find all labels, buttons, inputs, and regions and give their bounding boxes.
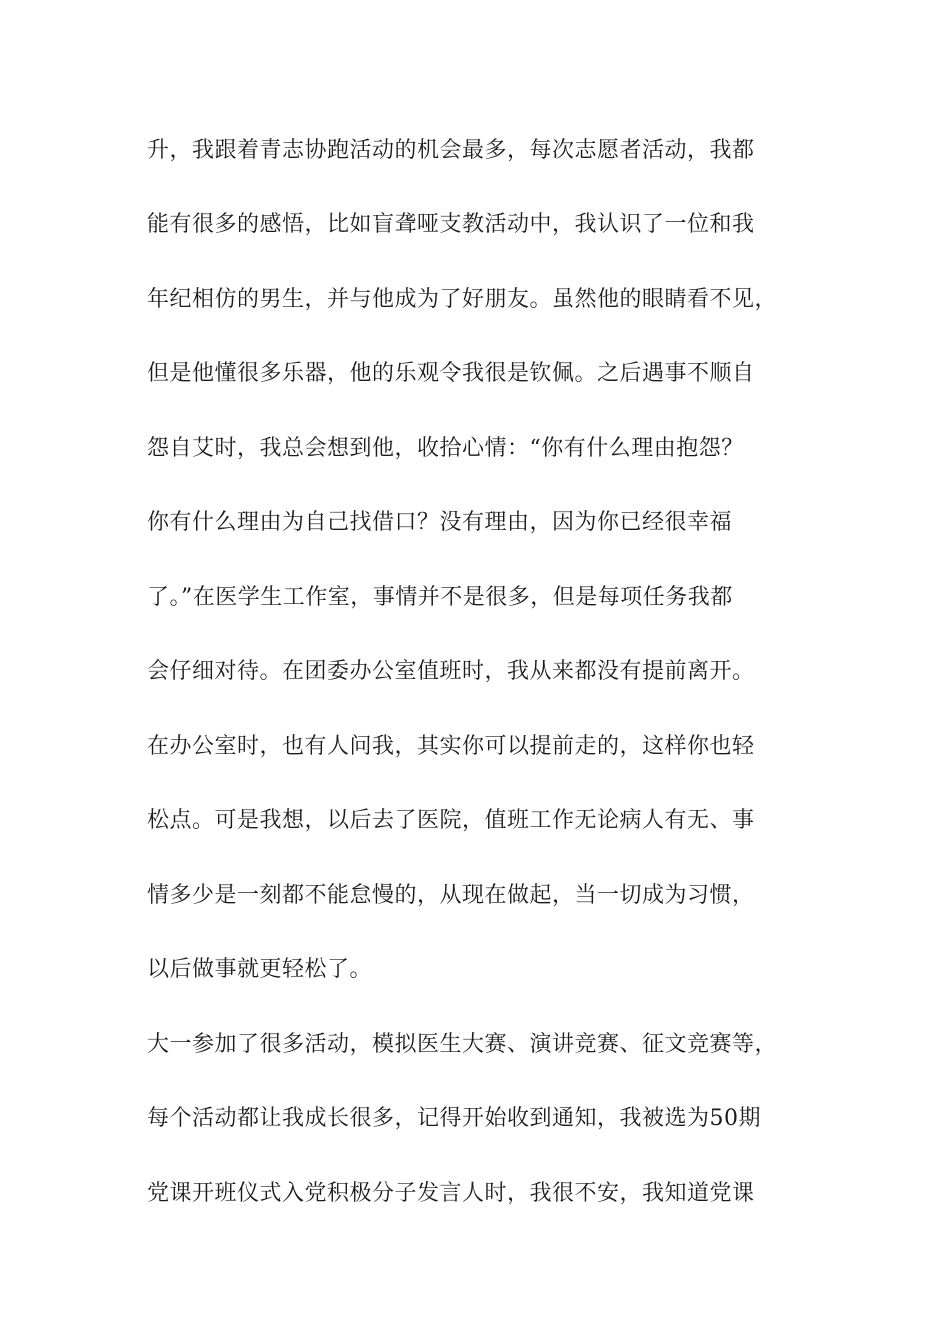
text-line-14: 每个活动都让我成长很多，记得开始收到通知，我被选为50期 <box>147 1106 761 1131</box>
text-line-12: 以后做事就更轻松了。 <box>147 957 373 982</box>
text-line-1: 升，我跟着青志协跑活动的机会最多，每次志愿者活动，我都 <box>147 138 755 163</box>
text-line-15: 党课开班仪式入党积极分子发言人时，我很不安，我知道党课 <box>147 1181 755 1206</box>
text-line-10: 松点。可是我想，以后去了医院，值班工作无论病人有无、事 <box>147 808 755 833</box>
text-line-4: 但是他懂很多乐器，他的乐观令我很是钦佩。之后遇事不顺自 <box>147 361 755 386</box>
text-line-11: 情多少是一刻都不能怠慢的，从现在做起，当一切成为习惯， <box>147 883 755 908</box>
text-line-3: 年纪相仿的男生，并与他成为了好朋友。虽然他的眼睛看不见， <box>147 287 778 312</box>
text-line-9: 在办公室时，也有人问我，其实你可以提前走的，这样你也轻 <box>147 734 755 759</box>
text-line-2: 能有很多的感悟，比如盲聋哑支教活动中，我认识了一位和我 <box>147 212 755 237</box>
text-line-13: 大一参加了很多活动，模拟医生大赛、演讲竞赛、征文竞赛等， <box>147 1032 778 1057</box>
text-line-8: 会仔细对待。在团委办公室值班时，我从来都没有提前离开。 <box>147 659 755 684</box>
text-line-7: 了。”在医学生工作室，事情并不是很多，但是每项任务我都 <box>147 585 733 610</box>
text-line-5: 怨自艾时，我总会想到他，收拾心情：“你有什么理由抱怨？ <box>147 436 744 461</box>
text-line-6: 你有什么理由为自己找借口？没有理由，因为你已经很幸福 <box>147 510 733 535</box>
